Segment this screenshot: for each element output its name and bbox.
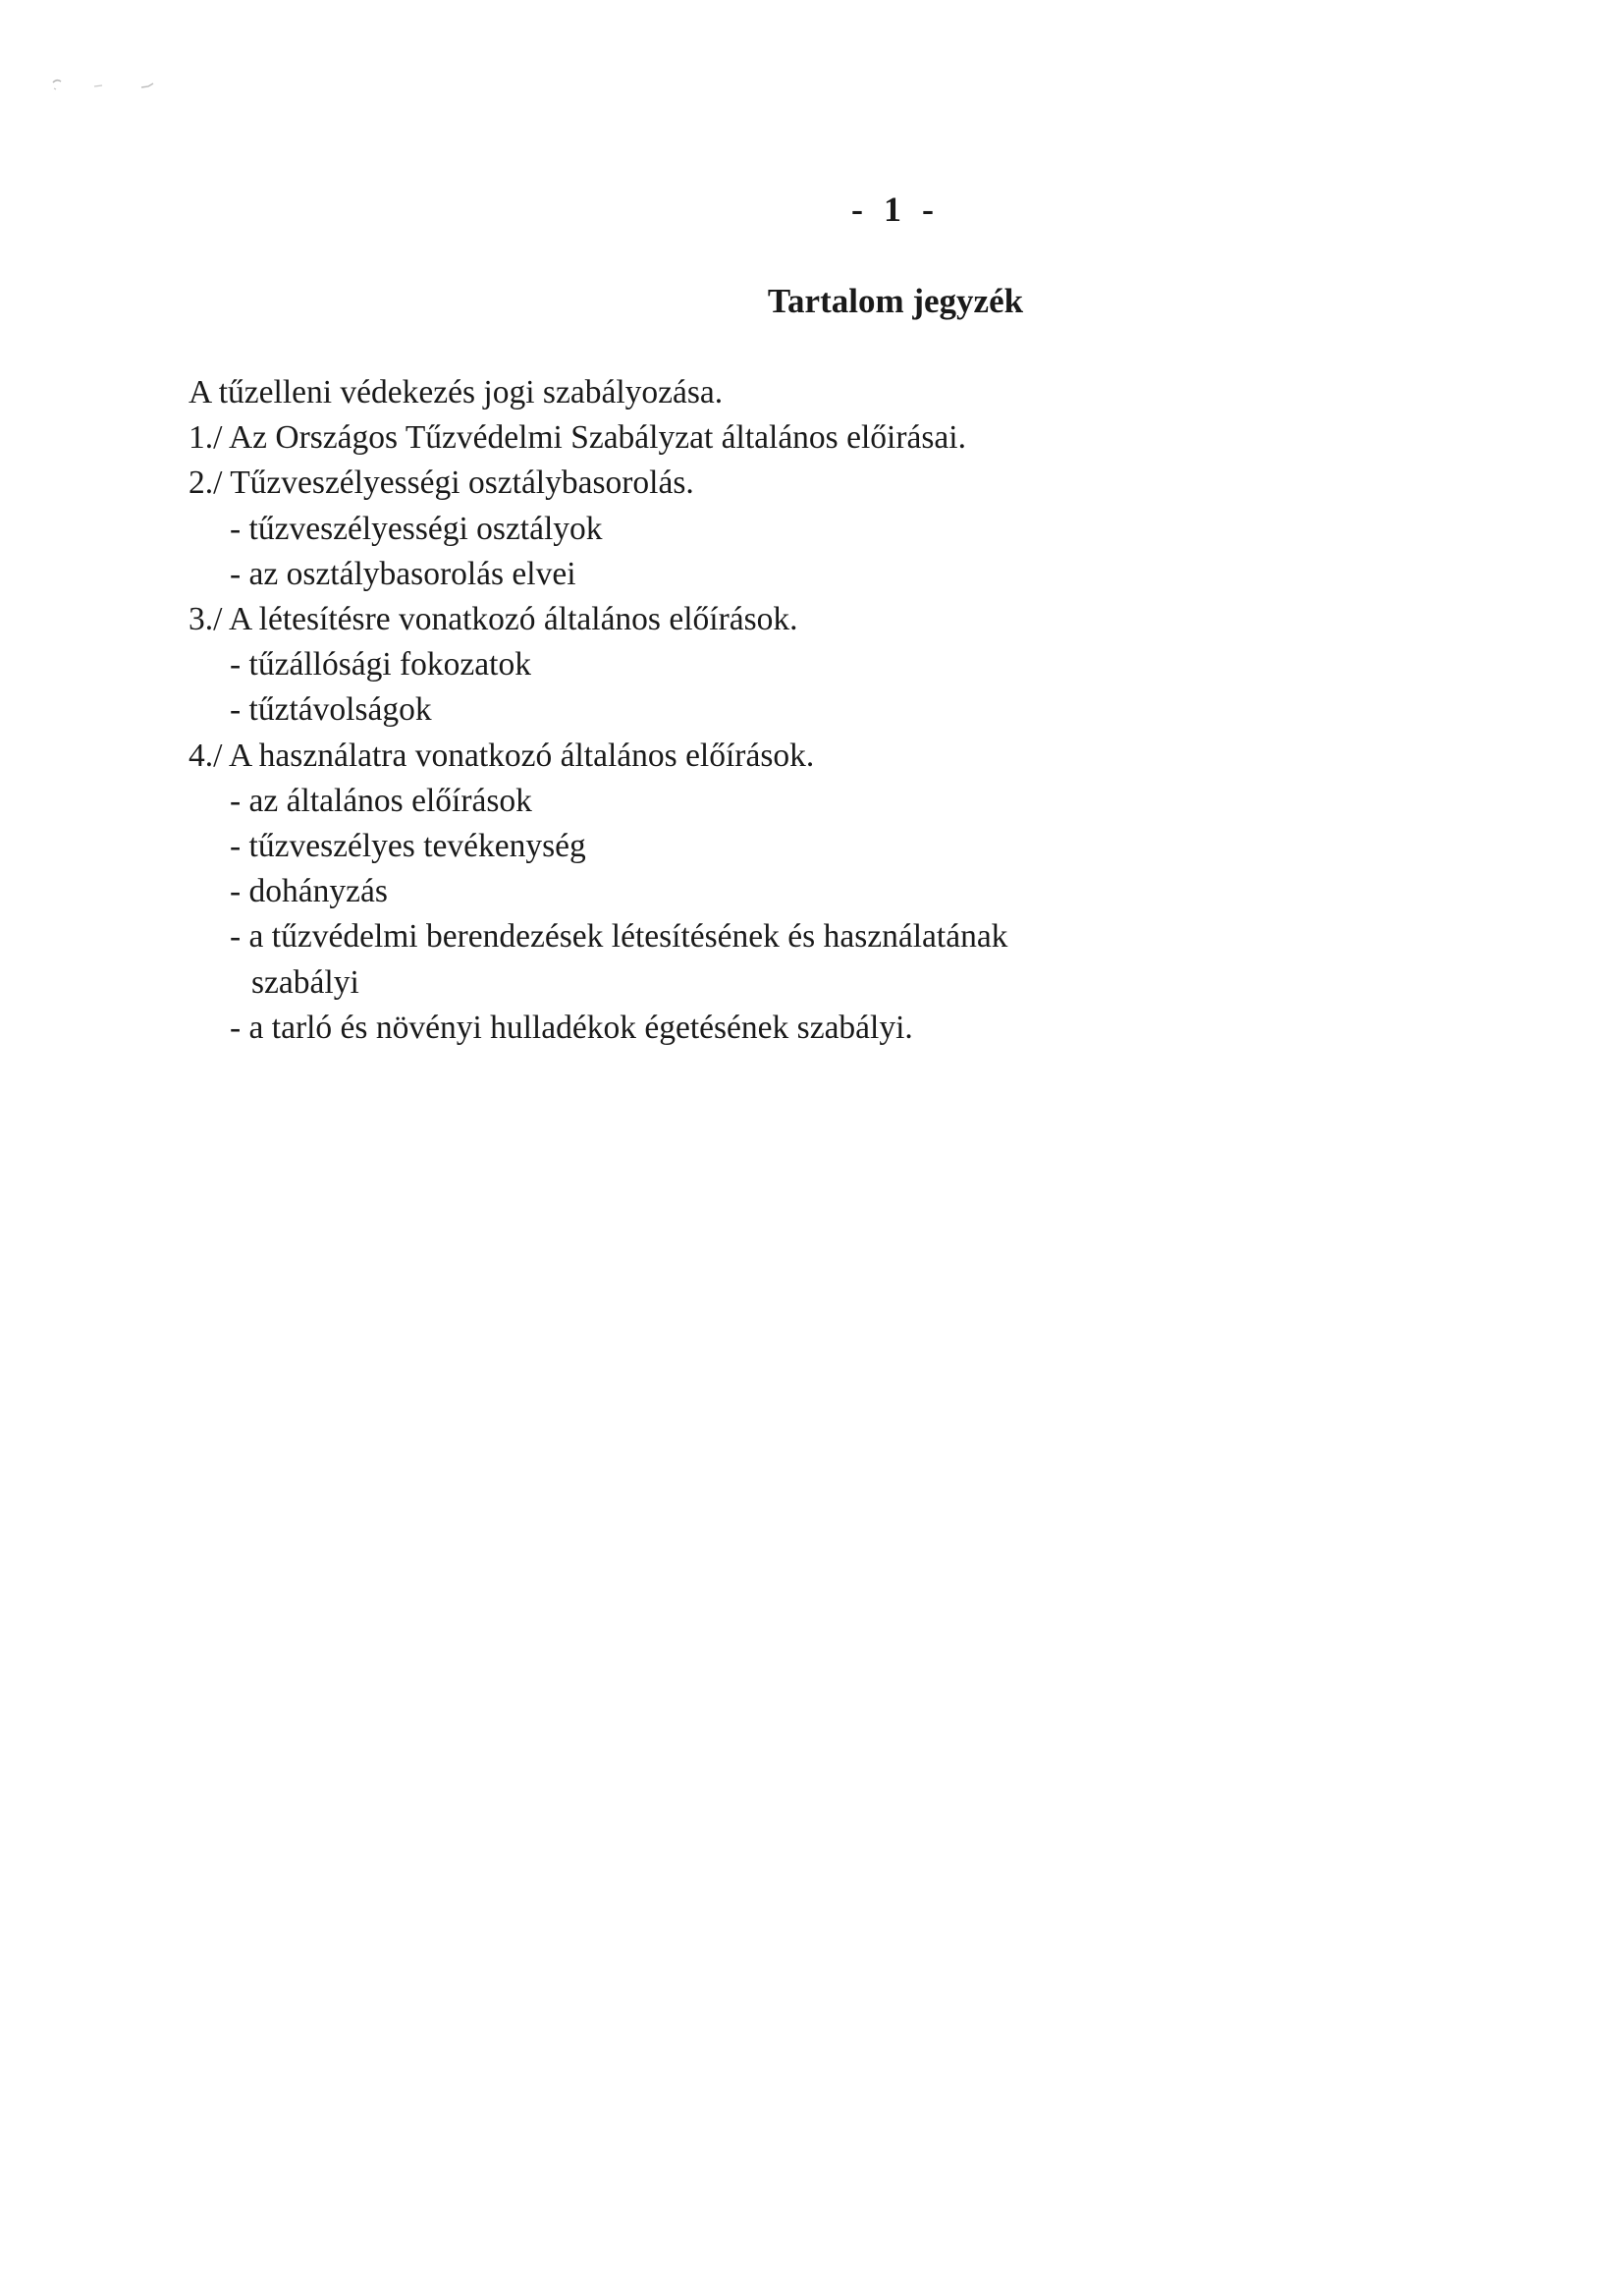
toc-subentry: - az általános előírások	[230, 782, 532, 819]
toc-subentry: - a tűzvédelmi berendezések létesítésének és használatának	[230, 918, 1008, 956]
toc-subentry: - tűzveszélyes tevékenység	[230, 828, 586, 865]
toc-subentry: - az osztálybasorolás elvei	[230, 555, 576, 592]
toc-entry: 1./ Az Országos Tűzvédelmi Szabályzat általános előirásai.	[189, 419, 966, 457]
toc-subentry: - tűztávolságok	[230, 691, 432, 729]
toc-subentry: - tűzállósági fokozatok	[230, 646, 531, 683]
toc-subentry: - a tarló és növényi hulladékok égetésének szabályi.	[230, 1009, 913, 1046]
page-title: Tartalom jegyzék	[767, 282, 1024, 320]
toc-subentry-continuation: szabályi	[251, 963, 359, 1001]
toc-entry: 2./ Tűzveszélyességi osztálybasorolás.	[189, 465, 694, 502]
toc-entry: A tűzelleni védekezés jogi szabályozása.	[189, 374, 724, 410]
toc-entry: 4./ A használatra vonatkozó általános előírások.	[189, 737, 815, 774]
page-number: - 1 -	[851, 190, 940, 229]
toc-entry: 3./ A létesítésre vonatkozó általános előírások.	[189, 601, 798, 638]
toc-subentry: - tűzveszélyességi osztályok	[230, 510, 603, 547]
table-of-contents	[189, 370, 1485, 1051]
scan-artifact	[51, 77, 159, 96]
toc-subentry: - dohányzás	[230, 873, 388, 910]
